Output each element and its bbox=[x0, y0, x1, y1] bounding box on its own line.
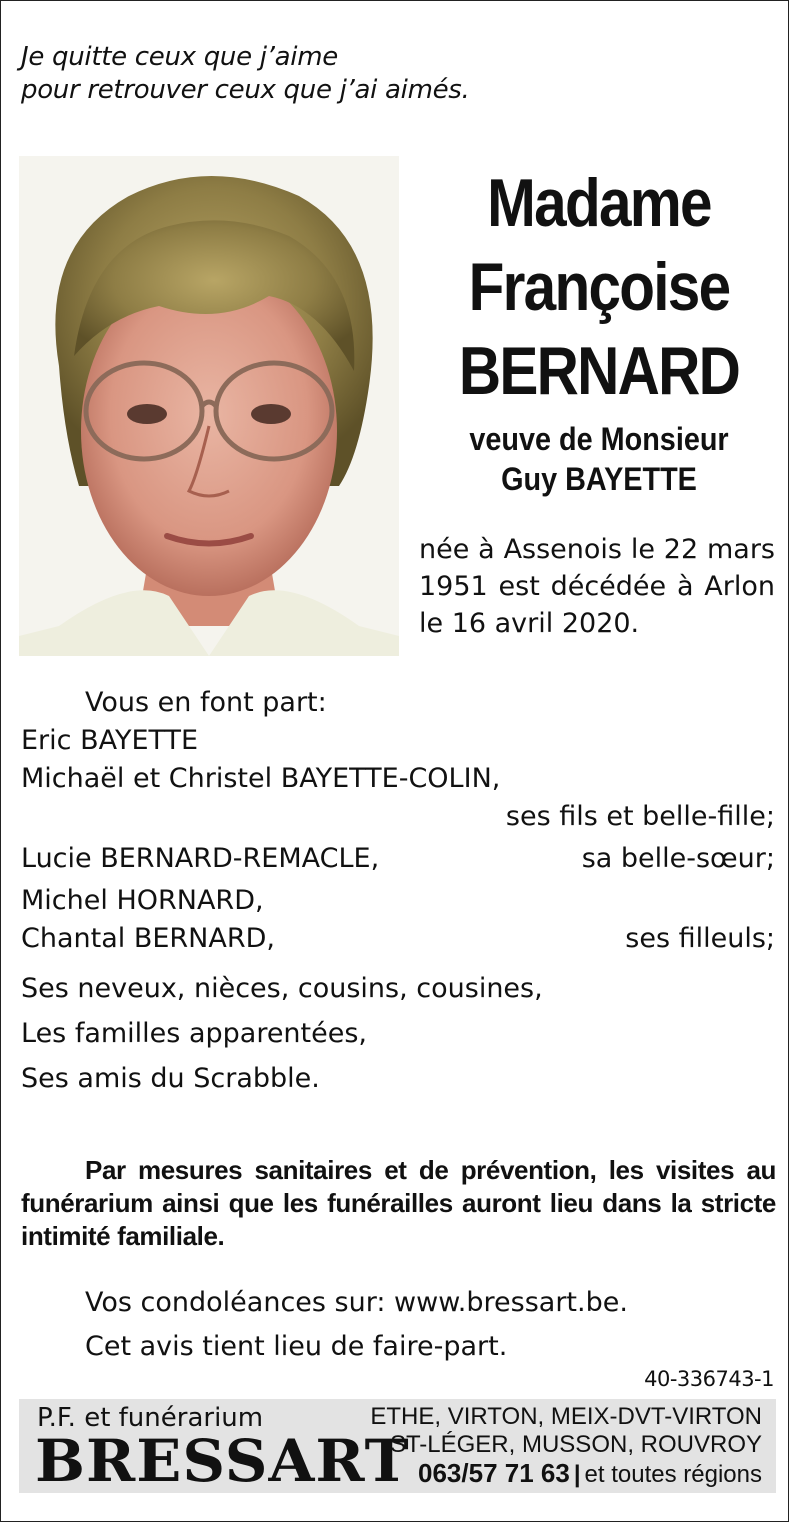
family-row bbox=[21, 920, 775, 958]
contact-line bbox=[370, 1459, 762, 1489]
family-name: Chantal BERNARD, bbox=[21, 923, 275, 954]
widow-line-1: veuve de Monsieur bbox=[469, 421, 729, 457]
name-title: Madame bbox=[487, 165, 711, 241]
funeral-home-locations bbox=[370, 1403, 762, 1489]
family-row bbox=[21, 840, 775, 878]
epigraph bbox=[21, 41, 470, 107]
widow-line-2: Guy BAYETTE bbox=[501, 461, 697, 497]
funeral-home-logo: BRESSART bbox=[35, 1427, 410, 1495]
name-last: BERNARD bbox=[458, 333, 740, 409]
birth-death-text: née à Assenois le 22 mars 1951 est décédée à Arlon le 16 avril 2020. bbox=[419, 534, 775, 639]
faire-part-line: Cet avis tient lieu de faire-part. bbox=[85, 1331, 508, 1362]
family-row bbox=[21, 722, 775, 760]
sanitary-notice: Par mesures sanitaires et de prévention, les visites au funérarium ainsi que les funérailles auront lieu dans la stricte intimité familiale. bbox=[21, 1155, 776, 1251]
family-row bbox=[21, 798, 775, 836]
reference-number: 40-336743-1 bbox=[644, 1367, 774, 1391]
family-relation: ses filleuls; bbox=[625, 923, 775, 954]
family-row bbox=[21, 760, 775, 798]
mourner-line: Ses neveux, nièces, cousins, cousines, bbox=[21, 973, 543, 1004]
family-name: Michaël et Christel BAYETTE-COLIN, bbox=[21, 763, 501, 794]
mourner-line: Ses amis du Scrabble. bbox=[21, 1063, 320, 1094]
portrait-illustration bbox=[19, 156, 399, 656]
epigraph-line-1: Je quitte ceux que j’aime bbox=[21, 42, 338, 72]
announcement-intro: Vous en font part: bbox=[85, 687, 327, 718]
closing bbox=[85, 1281, 628, 1369]
family-relation: ses fils et belle-fille; bbox=[505, 801, 775, 832]
locations-line-1: ETHE, VIRTON, MEIX-DVT-VIRTON bbox=[370, 1403, 762, 1430]
regions-text: et toutes régions bbox=[584, 1461, 762, 1488]
locations-line-2: ST-LÉGER, MUSSON, ROUVROY bbox=[389, 1431, 762, 1458]
separator: | bbox=[573, 1461, 581, 1488]
family-name: Eric BAYETTE bbox=[21, 725, 199, 756]
condolences-line: Vos condoléances sur: www.bressart.be. bbox=[85, 1287, 628, 1318]
family-relation: sa belle-sœur; bbox=[581, 843, 775, 874]
phone-number: 063/57 71 63 bbox=[418, 1458, 570, 1488]
family-name: Michel HORNARD, bbox=[21, 885, 264, 916]
widow-of bbox=[432, 419, 767, 499]
family-name: Lucie BERNARD-REMACLE, bbox=[21, 843, 380, 874]
epigraph-line-2: pour retrouver ceux que j’ai aimés. bbox=[21, 75, 470, 105]
mourner-line: Les familles apparentées, bbox=[21, 1018, 368, 1049]
family-announcement bbox=[21, 684, 775, 1101]
portrait-photo bbox=[19, 156, 399, 656]
funeral-home-label: P.F. et funérarium bbox=[37, 1403, 264, 1433]
deceased-name bbox=[439, 161, 759, 413]
funeral-home-banner bbox=[19, 1399, 776, 1493]
family-row bbox=[21, 882, 775, 920]
other-mourners bbox=[21, 966, 775, 1101]
name-first: Françoise bbox=[468, 249, 730, 325]
